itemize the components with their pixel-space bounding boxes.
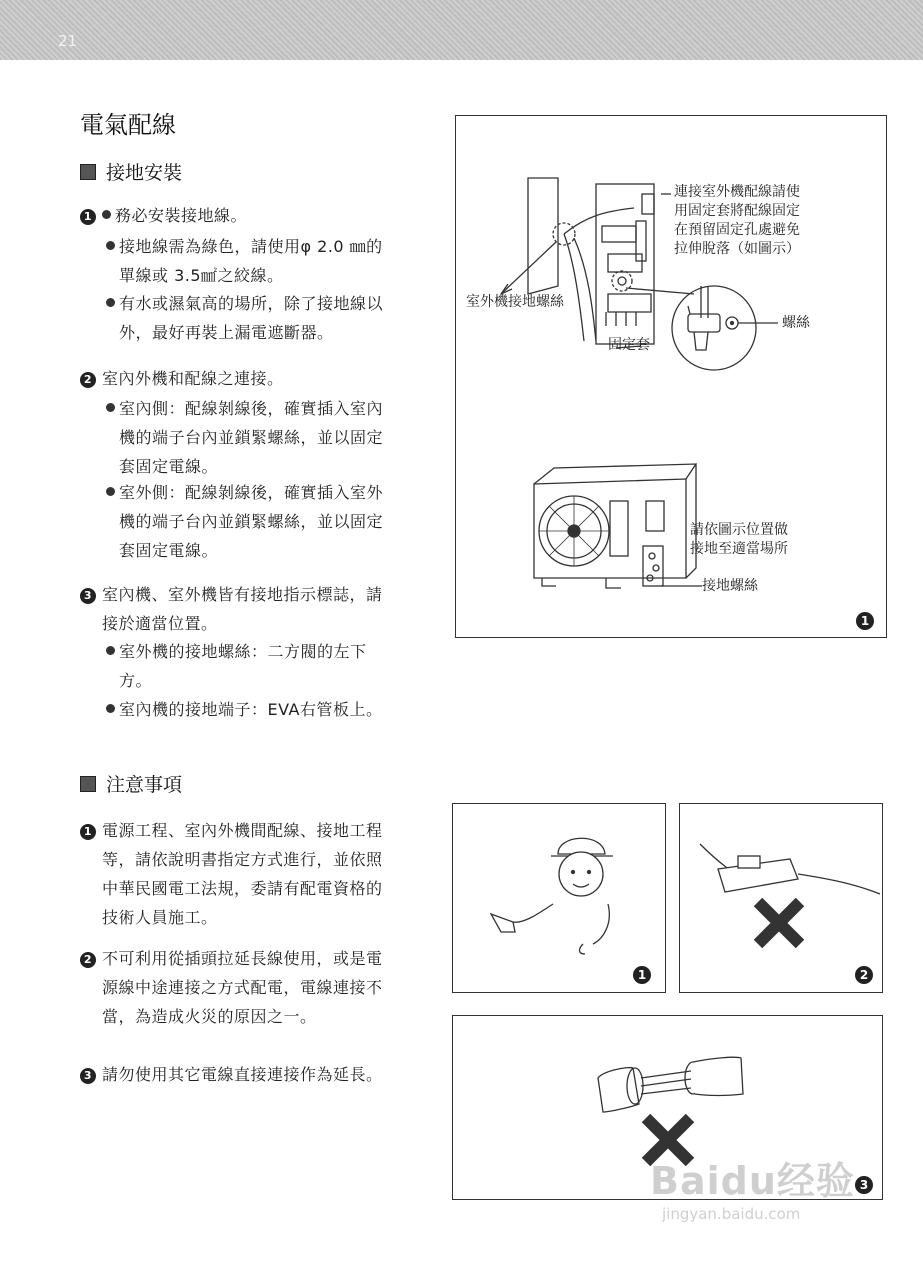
- bullet-text: 室外機的接地螺絲：二方閥的左下: [119, 642, 367, 661]
- figure-number-badge: 2: [855, 966, 873, 984]
- extension-cord-illustration: [680, 804, 884, 994]
- bullet-icon: [106, 487, 115, 496]
- bullet-icon: [102, 210, 111, 219]
- note-line: 用固定套將配線固定: [674, 203, 800, 219]
- grounding-item-2-bullet-2: [106, 478, 426, 565]
- item-text: 技術人員施工。: [102, 908, 218, 927]
- figure-note-clamp: [674, 183, 800, 259]
- label-clamp: 固定套: [608, 337, 650, 353]
- figure-number-badge: 1: [856, 612, 874, 630]
- technician-illustration: [453, 804, 667, 994]
- item-text: 務必安裝接地線。: [115, 206, 248, 225]
- notes-item-1: [80, 816, 425, 932]
- note-line: 連接室外機配線請使: [674, 184, 800, 200]
- bullet-text: 室外側：配線剝線後，確實插入室外: [119, 483, 384, 502]
- number-badge-icon: 1: [80, 209, 96, 225]
- notes-heading: [80, 770, 182, 797]
- number-badge-icon: 1: [80, 824, 96, 840]
- bullet-text: 有水或濕氣高的場所，除了接地線以: [119, 294, 384, 313]
- grounding-heading-text: 接地安裝: [106, 162, 183, 184]
- item-text: 不可利用從插頭拉延長線使用，或是電: [102, 949, 383, 968]
- item-text: 室內機、室外機皆有接地指示標誌，請: [102, 585, 383, 604]
- item-text: 室內外機和配線之連接。: [102, 369, 284, 388]
- grounding-item-1-bullet-1: [106, 232, 426, 290]
- figure-number-badge: 3: [855, 1176, 873, 1194]
- number-badge-icon: 2: [80, 372, 96, 388]
- item-text: 請勿使用其它電線直接連接作為延長。: [102, 1065, 383, 1084]
- label-outdoor-ground-screw: 室外機接地螺絲: [466, 294, 564, 310]
- note-line: 拉伸脫落（如圖示）: [674, 241, 800, 257]
- label-ground-screw: 接地螺絲: [702, 578, 758, 594]
- bullet-icon: [106, 704, 115, 713]
- bullet-text: 室內側：配線剝線後，確實插入室內: [119, 399, 384, 418]
- item-text: 接於適當位置。: [102, 614, 218, 633]
- grounding-item-1-bullet-2: [106, 289, 426, 347]
- note-line: 請依圖示位置做: [690, 522, 788, 538]
- page-number: 21: [58, 32, 78, 50]
- header-bar: [0, 0, 923, 60]
- figure-qualified-technician: [452, 803, 666, 993]
- figure-no-extension-cord: [679, 803, 883, 993]
- number-badge-icon: 3: [80, 1068, 96, 1084]
- grounding-item-2-bullet-1: [106, 394, 426, 481]
- grounding-item-3-bullet-1: [106, 637, 426, 695]
- figure-note-ground: [690, 521, 788, 559]
- grounding-item-3: [80, 580, 425, 638]
- figure-wiring-grounding: [455, 115, 887, 638]
- bullet-icon: [106, 298, 115, 307]
- item-text: 電源工程、室內外機間配線、接地工程: [102, 821, 383, 840]
- item-text: 中華民國電工法規，委請有配電資格的: [102, 879, 383, 898]
- watermark-url: jingyan.baidu.com: [662, 1205, 801, 1223]
- item-text: 源線中途連接之方式配電，電線連接不: [102, 978, 383, 997]
- note-line: 接地至適當場所: [690, 541, 788, 557]
- bullet-text: 機的端子台內並鎖緊螺絲，並以固定: [119, 428, 384, 447]
- bullet-text: 單線或 3.5㎟之絞線。: [119, 266, 284, 285]
- bullet-icon: [106, 241, 115, 250]
- square-bullet-icon: [80, 776, 96, 792]
- square-bullet-icon: [80, 164, 96, 180]
- bullet-icon: [106, 646, 115, 655]
- grounding-item-3-bullet-2: [106, 695, 426, 724]
- bullet-text: 套固定電線。: [119, 541, 219, 560]
- section-title: 電氣配線: [80, 111, 176, 139]
- watermark-logo: Baidu经验: [650, 1159, 855, 1203]
- figure-number-badge: 1: [633, 966, 651, 984]
- item-text: 等，請依說明書指定方式進行，並依照: [102, 850, 383, 869]
- bullet-text: 室內機的接地端子：EVA右管板上。: [119, 700, 383, 719]
- grounding-item-2: [80, 364, 425, 393]
- wiring-illustration: [456, 116, 888, 639]
- bullet-text: 機的端子台內並鎖緊螺絲，並以固定: [119, 512, 384, 531]
- grounding-heading: [80, 158, 182, 185]
- watermark: [650, 1150, 855, 1223]
- bullet-icon: [106, 403, 115, 412]
- note-line: 在預留固定孔處避免: [674, 222, 800, 238]
- bullet-text: 方。: [119, 671, 153, 690]
- bullet-text: 外，最好再裝上漏電遮斷器。: [119, 323, 334, 342]
- bullet-text: 接地線需為綠色，請使用φ 2.0 ㎜的: [119, 237, 383, 256]
- notes-item-2: [80, 944, 425, 1031]
- number-badge-icon: 2: [80, 952, 96, 968]
- number-badge-icon: 3: [80, 588, 96, 604]
- bullet-text: 套固定電線。: [119, 457, 219, 476]
- notes-item-3: [80, 1060, 425, 1089]
- label-screw: 螺絲: [782, 315, 810, 331]
- notes-heading-text: 注意事項: [106, 774, 183, 796]
- grounding-item-1: [80, 201, 425, 230]
- item-text: 當，為造成火災的原因之一。: [102, 1007, 317, 1026]
